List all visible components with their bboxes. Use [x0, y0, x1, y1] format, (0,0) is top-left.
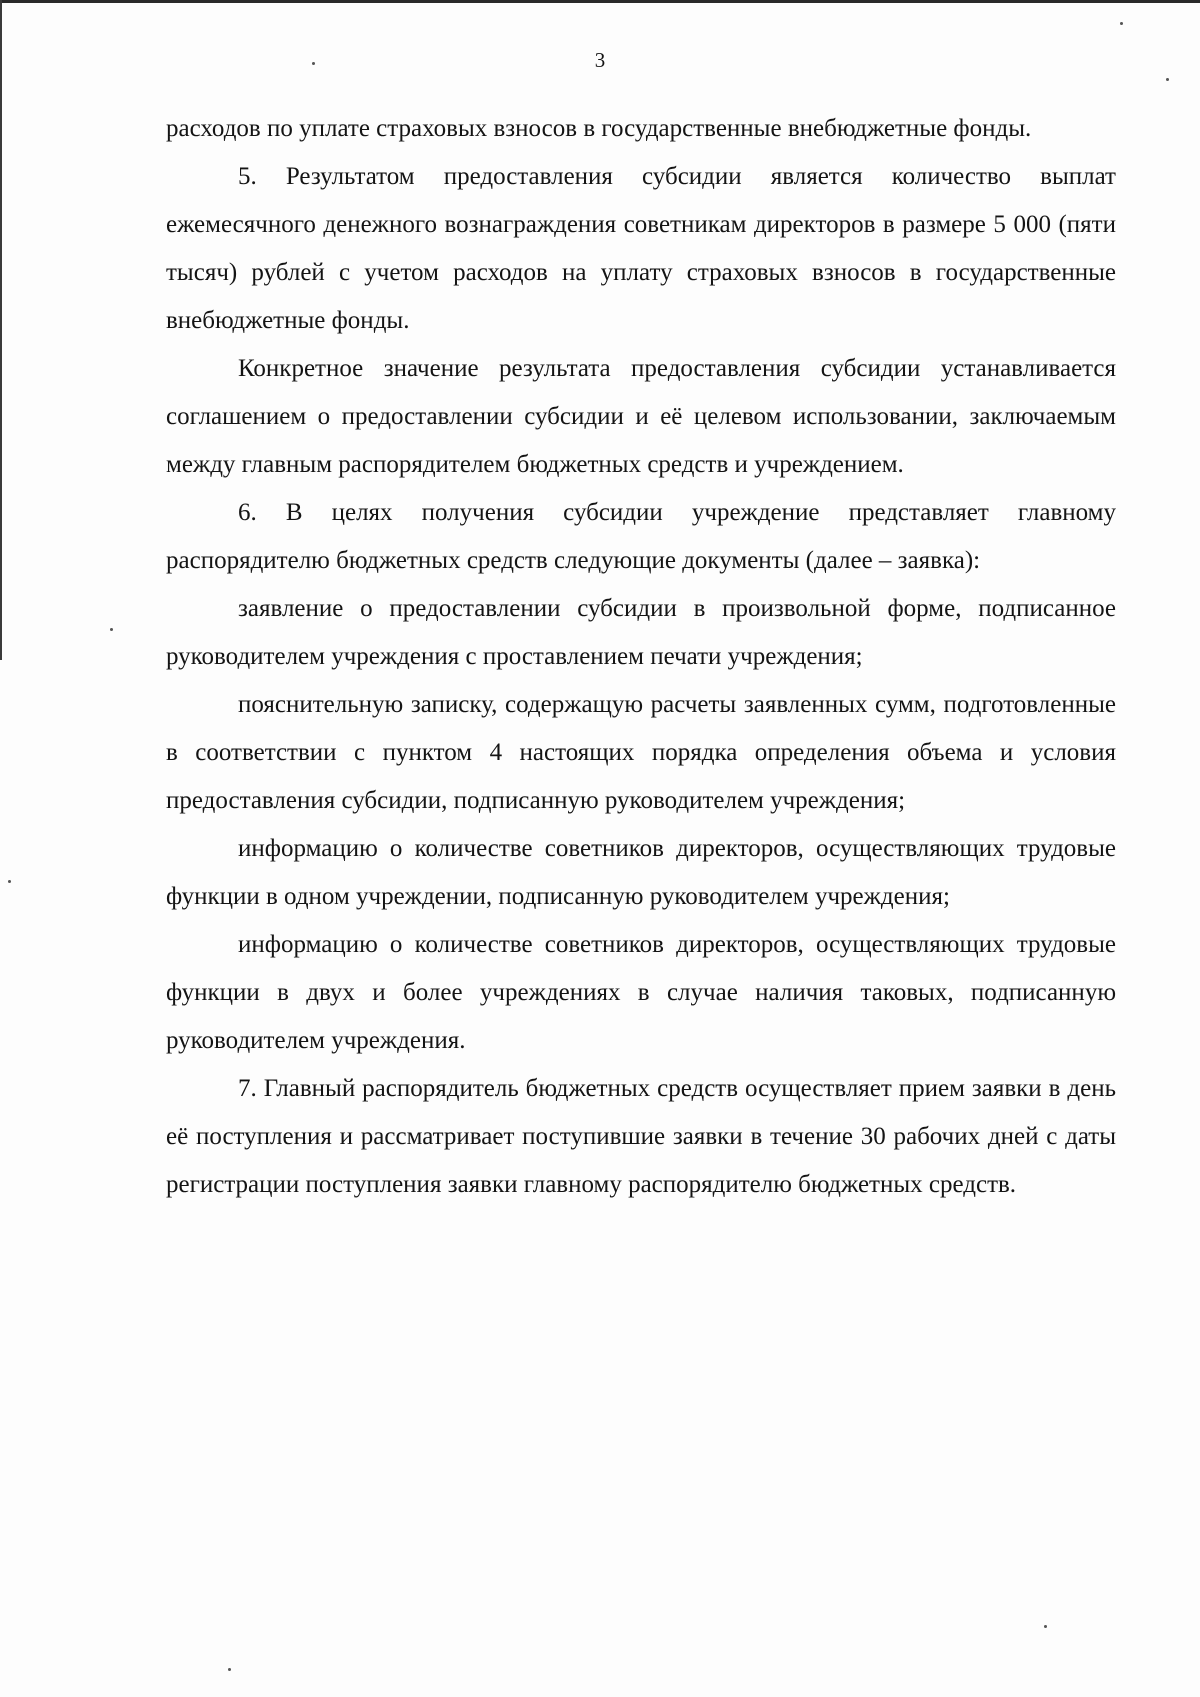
- page-number: 3: [594, 48, 606, 72]
- scan-speck: [1044, 1625, 1047, 1628]
- scan-speck: [228, 1668, 231, 1671]
- scan-left-border: [0, 0, 2, 660]
- scan-top-border: [0, 0, 1200, 3]
- scan-speck: [312, 62, 315, 65]
- paragraph-item-6: 6. В целях получения субсидии учреждение представляет главному распорядителю бюджетных средств следующие документы (далее – заявка):: [166, 499, 1116, 574]
- scan-speck: [1120, 22, 1123, 25]
- paragraph-result-value: Конкретное значение результата предоставления субсидии устанавливается соглашением о предоставлении субсидии и её целевом использовании, заключаемым между главным распорядителем бюджетных средств и учреждением.: [166, 355, 1116, 478]
- paragraph-item-5: 5. Результатом предоставления субсидии является количество выплат ежемесячного денежного вознаграждения советникам директоров в размере 5 000 (пяти тысяч) рублей с учетом расходов на уплату страховых взносов в государственные внебюджетные фонды.: [166, 163, 1116, 334]
- paragraph-application-statement: заявление о предоставлении субсидии в произвольной форме, подписанное руководителем учреждения с проставлением печати учреждения;: [166, 595, 1116, 670]
- document-body: [166, 105, 1116, 1209]
- scan-speck: [8, 880, 11, 883]
- paragraph-advisors-one-institution: информацию о количестве советников директоров, осуществляющих трудовые функции в одном учреждении, подписанную руководителем учреждения;: [166, 835, 1116, 910]
- paragraph-explanatory-note: пояснительную записку, содержащую расчеты заявленных сумм, подготовленные в соответствии с пунктом 4 настоящих порядка определения объема и условия предоставления субсидии, подписанную руководителем учреждения;: [166, 691, 1116, 814]
- scan-speck: [1166, 78, 1169, 81]
- paragraph-continuation: расходов по уплате страховых взносов в государственные внебюджетные фонды.: [166, 115, 1032, 142]
- paragraph-item-7: 7. Главный распорядитель бюджетных средств осуществляет прием заявки в день её поступления и рассматривает поступившие заявки в течение 30 рабочих дней с даты регистрации поступления заявки главному распорядителю бюджетных средств.: [166, 1075, 1116, 1198]
- scan-speck: [110, 628, 113, 631]
- paragraph-advisors-multiple-institutions: информацию о количестве советников директоров, осуществляющих трудовые функции в двух и более учреждениях в случае наличия таковых, подписанную руководителем учреждения.: [166, 931, 1116, 1054]
